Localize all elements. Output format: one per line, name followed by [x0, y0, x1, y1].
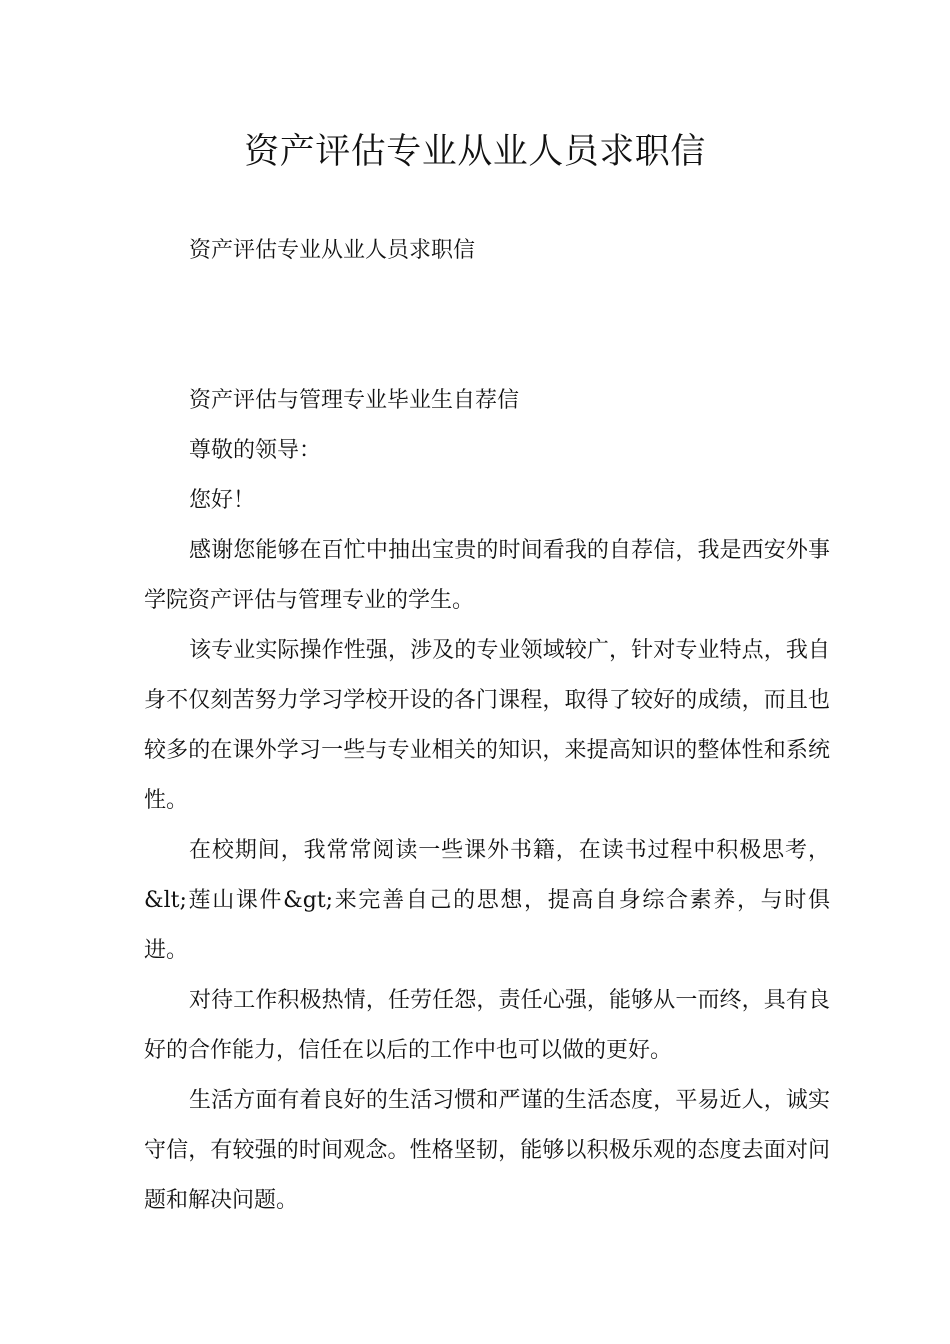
- salutation-paragraph: 尊敬的领导：: [189, 438, 322, 463]
- document-title: 资产评估专业从业人员求职信: [244, 132, 706, 172]
- body-paragraph-major: 该专业实际操作性强，涉及的专业领域较广，针对专业特点，我自身不仅刻苦努力学习学校开设的各门课程，取得了较好的成绩，而且也较多的在课外学习一些与专业相关的知识，来提高知识的整体性和系统性。: [144, 638, 830, 813]
- body-paragraph-work: 对待工作积极热情，任劳任怨，责任心强，能够从一而终，具有良好的合作能力，信任在以后的工作中也可以做的更好。: [144, 988, 830, 1063]
- greeting-paragraph: 您好！: [189, 488, 256, 513]
- subtitle-paragraph: 资产评估专业从业人员求职信: [189, 238, 476, 263]
- letter-heading-paragraph: 资产评估与管理专业毕业生自荐信: [189, 388, 520, 413]
- body-paragraph-reading: 在校期间，我常常阅读一些课外书籍，在读书过程中积极思考，&lt;莲山课件&gt;来完善自己的思想，提高自身综合素养，与时俱进。: [144, 838, 830, 963]
- body-paragraph-intro: 感谢您能够在百忙中抽出宝贵的时间看我的自荐信，我是西安外事学院资产评估与管理专业的学生。: [144, 538, 830, 613]
- body-paragraph-life: 生活方面有着良好的生活习惯和严谨的生活态度，平易近人，诚实守信，有较强的时间观念。性格坚韧，能够以积极乐观的态度去面对问题和解决问题。: [144, 1088, 830, 1213]
